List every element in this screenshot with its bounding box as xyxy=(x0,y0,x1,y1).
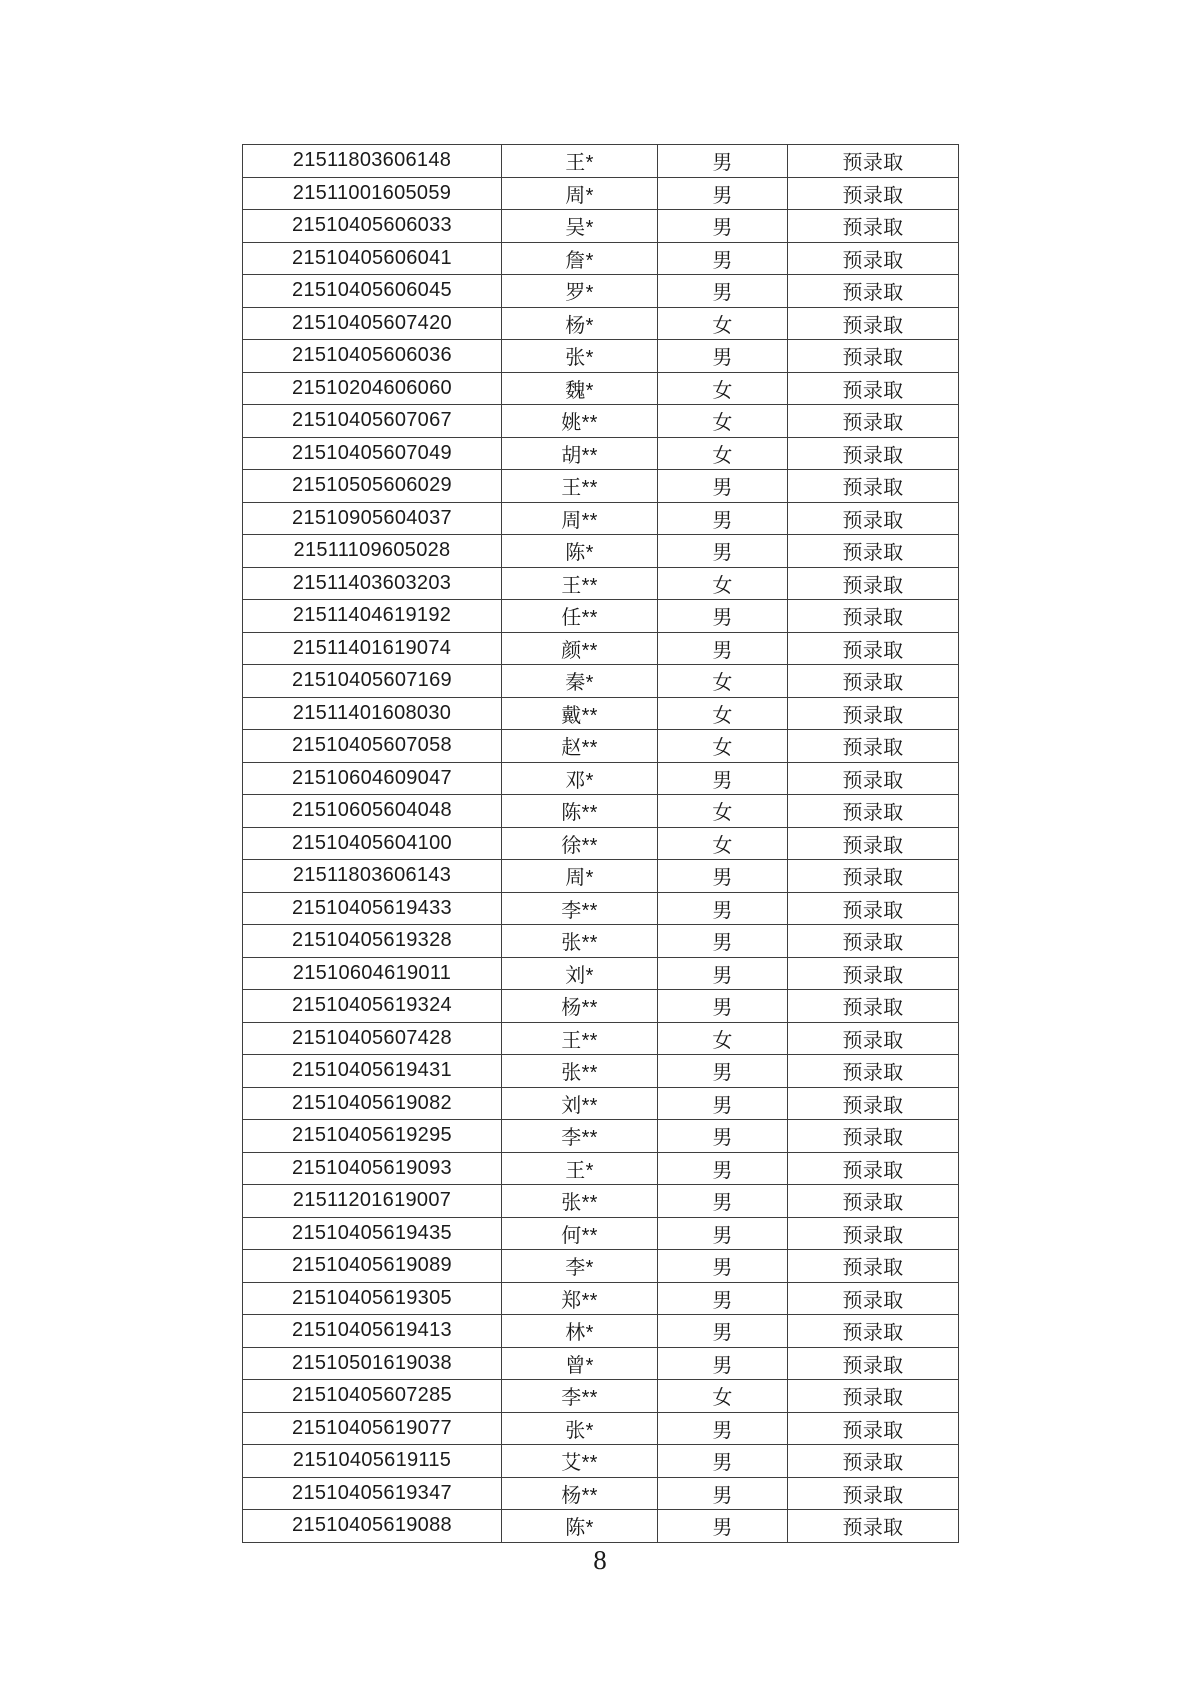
gender-cell: 男 xyxy=(658,470,788,503)
status-cell: 预录取 xyxy=(788,210,959,243)
candidate-name-cell: 王** xyxy=(502,567,658,600)
candidate-name-cell: 曾* xyxy=(502,1347,658,1380)
candidate-id-cell: 21511403603203 xyxy=(243,567,502,600)
candidate-name-cell: 詹* xyxy=(502,242,658,275)
gender-cell: 男 xyxy=(658,860,788,893)
table-row xyxy=(243,892,959,925)
candidate-id-cell: 21510604619011 xyxy=(243,957,502,990)
status-cell: 预录取 xyxy=(788,1185,959,1218)
table-row xyxy=(243,1022,959,1055)
candidate-name-cell: 周* xyxy=(502,177,658,210)
table-row xyxy=(243,1445,959,1478)
status-cell: 预录取 xyxy=(788,827,959,860)
table-row xyxy=(243,177,959,210)
status-cell: 预录取 xyxy=(788,502,959,535)
gender-cell: 男 xyxy=(658,1152,788,1185)
gender-cell: 男 xyxy=(658,632,788,665)
candidate-id-cell: 21510405604100 xyxy=(243,827,502,860)
status-cell: 预录取 xyxy=(788,1087,959,1120)
candidate-id-cell: 21510605604048 xyxy=(243,795,502,828)
table-row xyxy=(243,795,959,828)
candidate-id-cell: 21510405619431 xyxy=(243,1055,502,1088)
candidate-name-cell: 徐** xyxy=(502,827,658,860)
table-row xyxy=(243,600,959,633)
gender-cell: 男 xyxy=(658,1510,788,1543)
table-row xyxy=(243,145,959,178)
candidate-id-cell: 21510405619413 xyxy=(243,1315,502,1348)
candidate-name-cell: 李** xyxy=(502,1380,658,1413)
table-row xyxy=(243,860,959,893)
candidate-name-cell: 李** xyxy=(502,1120,658,1153)
candidate-name-cell: 颜** xyxy=(502,632,658,665)
candidate-id-cell: 21510405607169 xyxy=(243,665,502,698)
candidate-id-cell: 21510405619088 xyxy=(243,1510,502,1543)
candidate-name-cell: 张* xyxy=(502,340,658,373)
gender-cell: 男 xyxy=(658,1087,788,1120)
status-cell: 预录取 xyxy=(788,1282,959,1315)
candidate-id-cell: 21510405619089 xyxy=(243,1250,502,1283)
candidate-id-cell: 21510405607428 xyxy=(243,1022,502,1055)
candidate-id-cell: 21510405606033 xyxy=(243,210,502,243)
gender-cell: 女 xyxy=(658,730,788,763)
candidate-id-cell: 21510405607067 xyxy=(243,405,502,438)
status-cell: 预录取 xyxy=(788,1120,959,1153)
candidate-name-cell: 王* xyxy=(502,1152,658,1185)
candidate-name-cell: 王* xyxy=(502,145,658,178)
gender-cell: 男 xyxy=(658,957,788,990)
status-cell: 预录取 xyxy=(788,925,959,958)
gender-cell: 男 xyxy=(658,1120,788,1153)
table-row xyxy=(243,1477,959,1510)
gender-cell: 男 xyxy=(658,502,788,535)
candidate-name-cell: 赵** xyxy=(502,730,658,763)
gender-cell: 男 xyxy=(658,1185,788,1218)
candidate-name-cell: 陈* xyxy=(502,1510,658,1543)
gender-cell: 女 xyxy=(658,665,788,698)
candidate-name-cell: 李* xyxy=(502,1250,658,1283)
gender-cell: 男 xyxy=(658,275,788,308)
status-cell: 预录取 xyxy=(788,1510,959,1543)
candidate-id-cell: 21510405607420 xyxy=(243,307,502,340)
candidate-name-cell: 陈* xyxy=(502,535,658,568)
table-row xyxy=(243,697,959,730)
candidate-id-cell: 21510604609047 xyxy=(243,762,502,795)
candidate-id-cell: 21511803606148 xyxy=(243,145,502,178)
gender-cell: 女 xyxy=(658,307,788,340)
candidate-id-cell: 21511803606143 xyxy=(243,860,502,893)
gender-cell: 女 xyxy=(658,1380,788,1413)
candidate-name-cell: 任** xyxy=(502,600,658,633)
candidate-id-cell: 21510405619435 xyxy=(243,1217,502,1250)
gender-cell: 女 xyxy=(658,697,788,730)
table-row xyxy=(243,1510,959,1543)
candidate-id-cell: 21510405619295 xyxy=(243,1120,502,1153)
candidate-name-cell: 林* xyxy=(502,1315,658,1348)
gender-cell: 男 xyxy=(658,242,788,275)
table-row xyxy=(243,957,959,990)
status-cell: 预录取 xyxy=(788,437,959,470)
candidate-name-cell: 秦* xyxy=(502,665,658,698)
status-cell: 预录取 xyxy=(788,730,959,763)
candidate-id-cell: 21510405619347 xyxy=(243,1477,502,1510)
candidate-id-cell: 21510405619082 xyxy=(243,1087,502,1120)
table-row xyxy=(243,827,959,860)
table-row xyxy=(243,1120,959,1153)
status-cell: 预录取 xyxy=(788,1152,959,1185)
gender-cell: 男 xyxy=(658,145,788,178)
candidate-id-cell: 21510405619093 xyxy=(243,1152,502,1185)
candidate-name-cell: 刘** xyxy=(502,1087,658,1120)
gender-cell: 女 xyxy=(658,405,788,438)
gender-cell: 男 xyxy=(658,1445,788,1478)
status-cell: 预录取 xyxy=(788,242,959,275)
status-cell: 预录取 xyxy=(788,990,959,1023)
status-cell: 预录取 xyxy=(788,600,959,633)
gender-cell: 女 xyxy=(658,372,788,405)
candidate-id-cell: 21510405606045 xyxy=(243,275,502,308)
gender-cell: 男 xyxy=(658,535,788,568)
gender-cell: 男 xyxy=(658,177,788,210)
status-cell: 预录取 xyxy=(788,762,959,795)
status-cell: 预录取 xyxy=(788,1477,959,1510)
status-cell: 预录取 xyxy=(788,1445,959,1478)
gender-cell: 女 xyxy=(658,827,788,860)
gender-cell: 男 xyxy=(658,1477,788,1510)
table-row xyxy=(243,730,959,763)
table-row xyxy=(243,1250,959,1283)
table-row xyxy=(243,665,959,698)
table-row xyxy=(243,372,959,405)
table-row xyxy=(243,990,959,1023)
candidate-id-cell: 21510405607058 xyxy=(243,730,502,763)
candidate-id-cell: 21510405619328 xyxy=(243,925,502,958)
candidate-name-cell: 魏* xyxy=(502,372,658,405)
candidate-name-cell: 张** xyxy=(502,1055,658,1088)
table-row xyxy=(243,1185,959,1218)
candidate-id-cell: 21510405619115 xyxy=(243,1445,502,1478)
candidate-name-cell: 周* xyxy=(502,860,658,893)
candidate-name-cell: 张* xyxy=(502,1412,658,1445)
candidate-name-cell: 杨* xyxy=(502,307,658,340)
gender-cell: 女 xyxy=(658,567,788,600)
gender-cell: 男 xyxy=(658,892,788,925)
page-number: 8 xyxy=(593,1545,607,1575)
table-row xyxy=(243,470,959,503)
candidate-id-cell: 21510501619038 xyxy=(243,1347,502,1380)
candidate-name-cell: 邓* xyxy=(502,762,658,795)
candidate-id-cell: 21510405606036 xyxy=(243,340,502,373)
table-row xyxy=(243,502,959,535)
table-row xyxy=(243,1347,959,1380)
table-row xyxy=(243,1380,959,1413)
candidate-name-cell: 何** xyxy=(502,1217,658,1250)
gender-cell: 女 xyxy=(658,795,788,828)
candidate-id-cell: 21510405619433 xyxy=(243,892,502,925)
status-cell: 预录取 xyxy=(788,145,959,178)
table-row xyxy=(243,762,959,795)
candidate-id-cell: 21510405619077 xyxy=(243,1412,502,1445)
gender-cell: 男 xyxy=(658,1250,788,1283)
table-row xyxy=(243,925,959,958)
table-row xyxy=(243,632,959,665)
candidate-id-cell: 21511401608030 xyxy=(243,697,502,730)
gender-cell: 女 xyxy=(658,437,788,470)
status-cell: 预录取 xyxy=(788,307,959,340)
table-row xyxy=(243,1315,959,1348)
candidate-id-cell: 21510405607049 xyxy=(243,437,502,470)
gender-cell: 男 xyxy=(658,1282,788,1315)
status-cell: 预录取 xyxy=(788,535,959,568)
table-row xyxy=(243,340,959,373)
status-cell: 预录取 xyxy=(788,860,959,893)
candidate-name-cell: 吴* xyxy=(502,210,658,243)
table-row xyxy=(243,242,959,275)
gender-cell: 男 xyxy=(658,340,788,373)
gender-cell: 男 xyxy=(658,762,788,795)
candidate-name-cell: 罗* xyxy=(502,275,658,308)
status-cell: 预录取 xyxy=(788,567,959,600)
candidate-name-cell: 李** xyxy=(502,892,658,925)
candidate-name-cell: 艾** xyxy=(502,1445,658,1478)
candidate-name-cell: 胡** xyxy=(502,437,658,470)
table-row xyxy=(243,535,959,568)
gender-cell: 男 xyxy=(658,1315,788,1348)
status-cell: 预录取 xyxy=(788,665,959,698)
table-row xyxy=(243,307,959,340)
status-cell: 预录取 xyxy=(788,957,959,990)
candidate-id-cell: 21511001605059 xyxy=(243,177,502,210)
candidate-id-cell: 21510405619324 xyxy=(243,990,502,1023)
status-cell: 预录取 xyxy=(788,1250,959,1283)
table-row xyxy=(243,1087,959,1120)
gender-cell: 男 xyxy=(658,1412,788,1445)
status-cell: 预录取 xyxy=(788,177,959,210)
candidate-name-cell: 杨** xyxy=(502,990,658,1023)
candidate-name-cell: 戴** xyxy=(502,697,658,730)
status-cell: 预录取 xyxy=(788,697,959,730)
gender-cell: 女 xyxy=(658,1022,788,1055)
status-cell: 预录取 xyxy=(788,340,959,373)
status-cell: 预录取 xyxy=(788,1380,959,1413)
candidate-id-cell: 21510905604037 xyxy=(243,502,502,535)
gender-cell: 男 xyxy=(658,210,788,243)
status-cell: 预录取 xyxy=(788,1412,959,1445)
status-cell: 预录取 xyxy=(788,1315,959,1348)
candidate-id-cell: 21511404619192 xyxy=(243,600,502,633)
candidate-id-cell: 21511401619074 xyxy=(243,632,502,665)
candidate-name-cell: 周** xyxy=(502,502,658,535)
candidate-id-cell: 21510405606041 xyxy=(243,242,502,275)
status-cell: 预录取 xyxy=(788,372,959,405)
candidate-name-cell: 杨** xyxy=(502,1477,658,1510)
status-cell: 预录取 xyxy=(788,892,959,925)
gender-cell: 男 xyxy=(658,1347,788,1380)
status-cell: 预录取 xyxy=(788,1217,959,1250)
status-cell: 预录取 xyxy=(788,1347,959,1380)
table-row xyxy=(243,1055,959,1088)
status-cell: 预录取 xyxy=(788,1055,959,1088)
table-row xyxy=(243,437,959,470)
gender-cell: 男 xyxy=(658,1217,788,1250)
status-cell: 预录取 xyxy=(788,470,959,503)
admission-table-body xyxy=(243,145,959,1543)
status-cell: 预录取 xyxy=(788,632,959,665)
table-row xyxy=(243,1152,959,1185)
candidate-name-cell: 陈** xyxy=(502,795,658,828)
candidate-name-cell: 王** xyxy=(502,1022,658,1055)
gender-cell: 男 xyxy=(658,600,788,633)
candidate-name-cell: 王** xyxy=(502,470,658,503)
status-cell: 预录取 xyxy=(788,795,959,828)
candidate-name-cell: 张** xyxy=(502,1185,658,1218)
table-row xyxy=(243,1412,959,1445)
candidate-id-cell: 21511109605028 xyxy=(243,535,502,568)
status-cell: 预录取 xyxy=(788,405,959,438)
gender-cell: 男 xyxy=(658,925,788,958)
status-cell: 预录取 xyxy=(788,275,959,308)
gender-cell: 男 xyxy=(658,990,788,1023)
candidate-name-cell: 郑** xyxy=(502,1282,658,1315)
candidate-id-cell: 21510204606060 xyxy=(243,372,502,405)
candidate-name-cell: 张** xyxy=(502,925,658,958)
candidate-id-cell: 21510505606029 xyxy=(243,470,502,503)
candidate-id-cell: 21510405619305 xyxy=(243,1282,502,1315)
candidate-name-cell: 姚** xyxy=(502,405,658,438)
table-row xyxy=(243,1217,959,1250)
candidate-name-cell: 刘* xyxy=(502,957,658,990)
table-row xyxy=(243,405,959,438)
candidate-id-cell: 21511201619007 xyxy=(243,1185,502,1218)
status-cell: 预录取 xyxy=(788,1022,959,1055)
table-row xyxy=(243,275,959,308)
table-row xyxy=(243,1282,959,1315)
gender-cell: 男 xyxy=(658,1055,788,1088)
table-row xyxy=(243,210,959,243)
candidate-id-cell: 21510405607285 xyxy=(243,1380,502,1413)
table-row xyxy=(243,567,959,600)
admission-list-table xyxy=(242,144,959,1543)
